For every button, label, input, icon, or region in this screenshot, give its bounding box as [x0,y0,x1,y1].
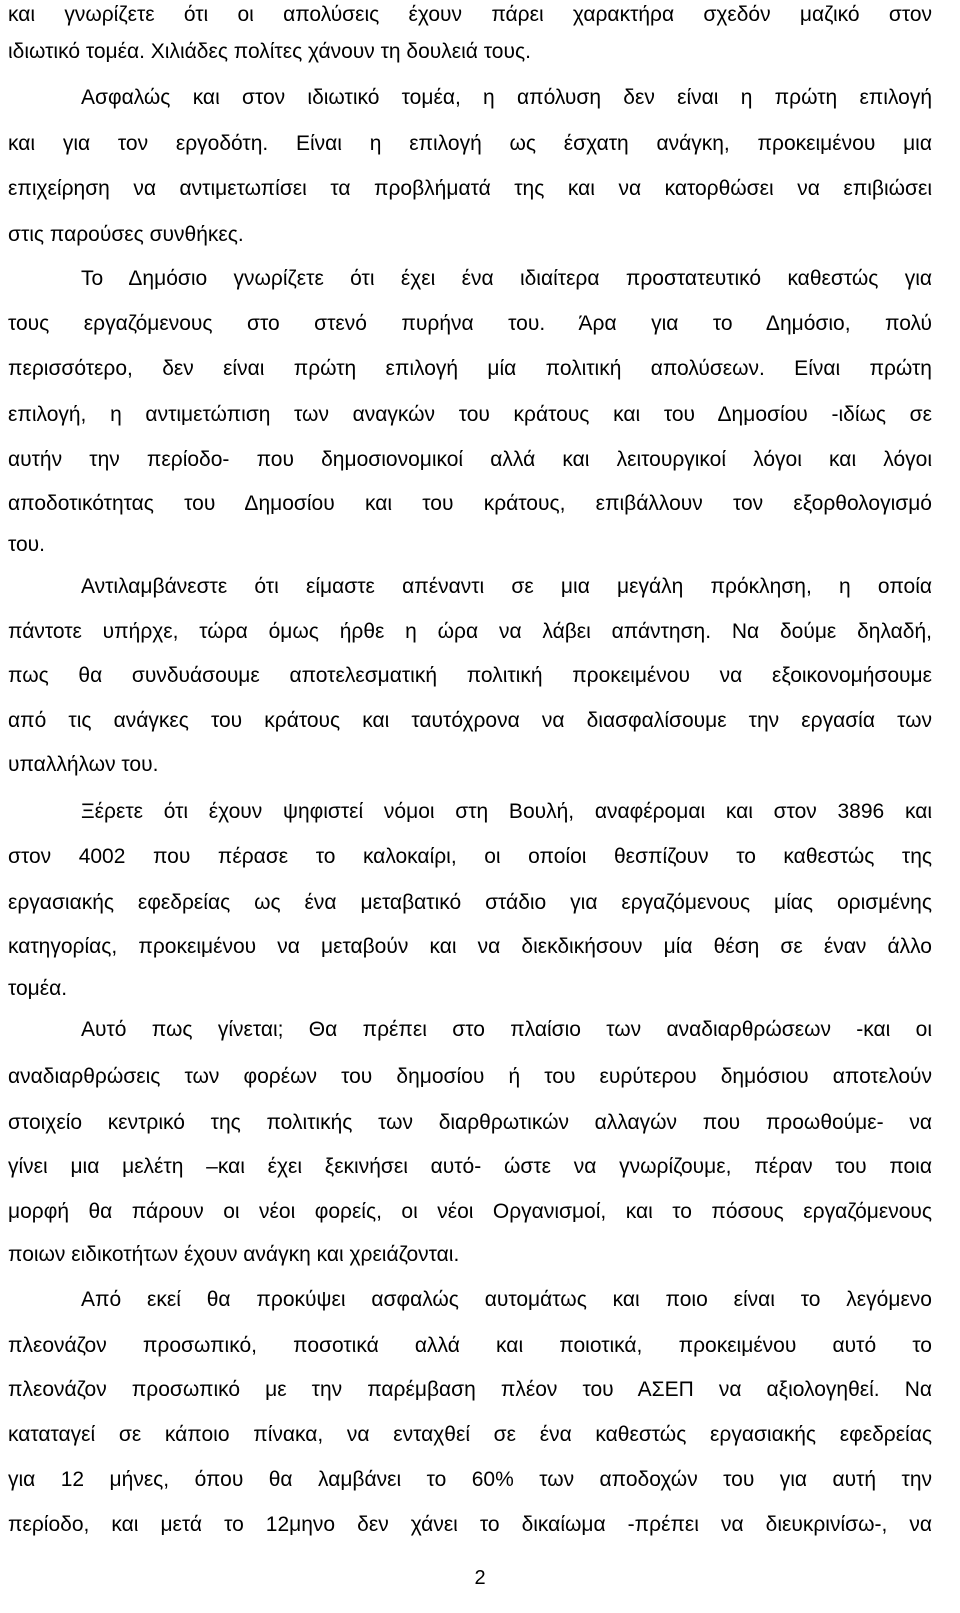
text-line: εργασιακής εφεδρείας ως ένα μεταβατικό στάδιο για εργαζόμενους μίας ορισμένης [8,891,932,914]
text-line: αναδιαρθρώσεις των φορέων του δημοσίου ή του ευρύτερου δημόσιου αποτελούν [8,1065,932,1088]
page-number: 2 [474,1567,486,1589]
text-line: Αντιλαμβάνεστε ότι είμαστε απέναντι σε μια μεγάλη πρόκληση, η οποία [81,575,932,598]
text-line: υπαλλήλων του. [8,753,159,776]
text-line: ποιων ειδικοτήτων έχουν ανάγκη και χρειάζονται. [8,1243,460,1266]
text-line: Ασφαλώς και στον ιδιωτικό τομέα, η απόλυση δεν είναι η πρώτη επιλογή [81,86,932,109]
text-line: Από εκεί θα προκύψει ασφαλώς αυτομάτως και ποιο είναι το λεγόμενο [81,1288,932,1311]
text-line: περισσότερο, δεν είναι πρώτη επιλογή μία πολιτική απολύσεων. Είναι πρώτη [8,357,932,380]
text-line: γίνει μια μελέτη –και έχει ξεκινήσει αυτό- ώστε να γνωρίζουμε, πέραν του ποια [8,1155,932,1178]
text-line: πλεονάζον προσωπικό με την παρέμβαση πλέον του ΑΣΕΠ να αξιολογηθεί. Να [8,1378,932,1401]
text-line: αποδοτικότητας του Δημοσίου και του κράτους, επιβάλλουν τον εξορθολογισμό [8,492,932,515]
text-line: πλεονάζον προσωπικό, ποσοτικά αλλά και ποιοτικά, προκειμένου αυτό το [8,1334,932,1357]
text-line: τομέα. [8,977,68,1000]
text-line: πάντοτε υπήρχε, τώρα όμως ήρθε η ώρα να λάβει απάντηση. Να δούμε δηλαδή, [8,620,932,643]
text-line: επιλογή, η αντιμετώπιση των αναγκών του κράτους και του Δημοσίου -ιδίως σε [8,403,932,426]
text-line: καταταγεί σε κάποιο πίνακα, να ενταχθεί σε ένα καθεστώς εργασιακής εφεδρείας [8,1423,932,1446]
text-line: του. [8,533,45,556]
text-line: Το Δημόσιο γνωρίζετε ότι έχει ένα ιδιαίτερα προστατευτικό καθεστώς για [81,267,932,290]
text-line: στοιχείο κεντρικό της πολιτικής των διαρθρωτικών αλλαγών που προωθούμε- να [8,1111,932,1134]
text-line: από τις ανάγκες του κράτους και ταυτόχρονα να διασφαλίσουμε την εργασία των [8,709,932,732]
text-line: Ξέρετε ότι έχουν ψηφιστεί νόμοι στη Βουλή, αναφέρομαι και στον 3896 και [81,800,932,823]
text-line: αυτήν την περίοδο- που δημοσιονομικοί αλλά και λειτουργικοί λόγοι και λόγοι [8,448,932,471]
text-line: πως θα συνδυάσουμε αποτελεσματική πολιτική προκειμένου να εξοικονομήσουμε [8,664,932,687]
text-line: μορφή θα πάρουν οι νέοι φορείς, οι νέοι Οργανισμοί, και το πόσους εργαζόμενους [8,1200,932,1223]
text-line: Αυτό πως γίνεται; Θα πρέπει στο πλαίσιο των αναδιαρθρώσεων -και οι [81,1018,932,1041]
text-line: και για τον εργοδότη. Είναι η επιλογή ως έσχατη ανάγκη, προκειμένου μια [8,132,932,155]
text-line: επιχείρηση να αντιμετωπίσει τα προβλήματά της και να κατορθώσει να επιβιώσει [8,177,932,200]
text-line: στις παρούσες συνθήκες. [8,223,244,246]
text-line: περίοδο, και μετά το 12μηνο δεν χάνει το δικαίωμα -πρέπει να διευκρινίσω-, να [8,1513,932,1536]
text-line: ιδιωτικό τομέα. Χιλιάδες πολίτες χάνουν τη δουλειά τους. [8,40,531,63]
text-line: για 12 μήνες, όπου θα λαμβάνει το 60% των αποδοχών του για αυτή την [8,1468,932,1491]
text-line: τους εργαζόμενους στο στενό πυρήνα του. Άρα για το Δημόσιο, πολύ [8,312,932,335]
text-line: στον 4002 που πέρασε το καλοκαίρι, οι οποίοι θεσπίζουν το καθεστώς της [8,845,932,868]
text-line: και γνωρίζετε ότι οι απολύσεις έχουν πάρει χαρακτήρα σχεδόν μαζικό στον [8,3,932,26]
text-line: κατηγορίας, προκειμένου να μεταβούν και να διεκδικήσουν μία θέση σε έναν άλλο [8,935,932,958]
